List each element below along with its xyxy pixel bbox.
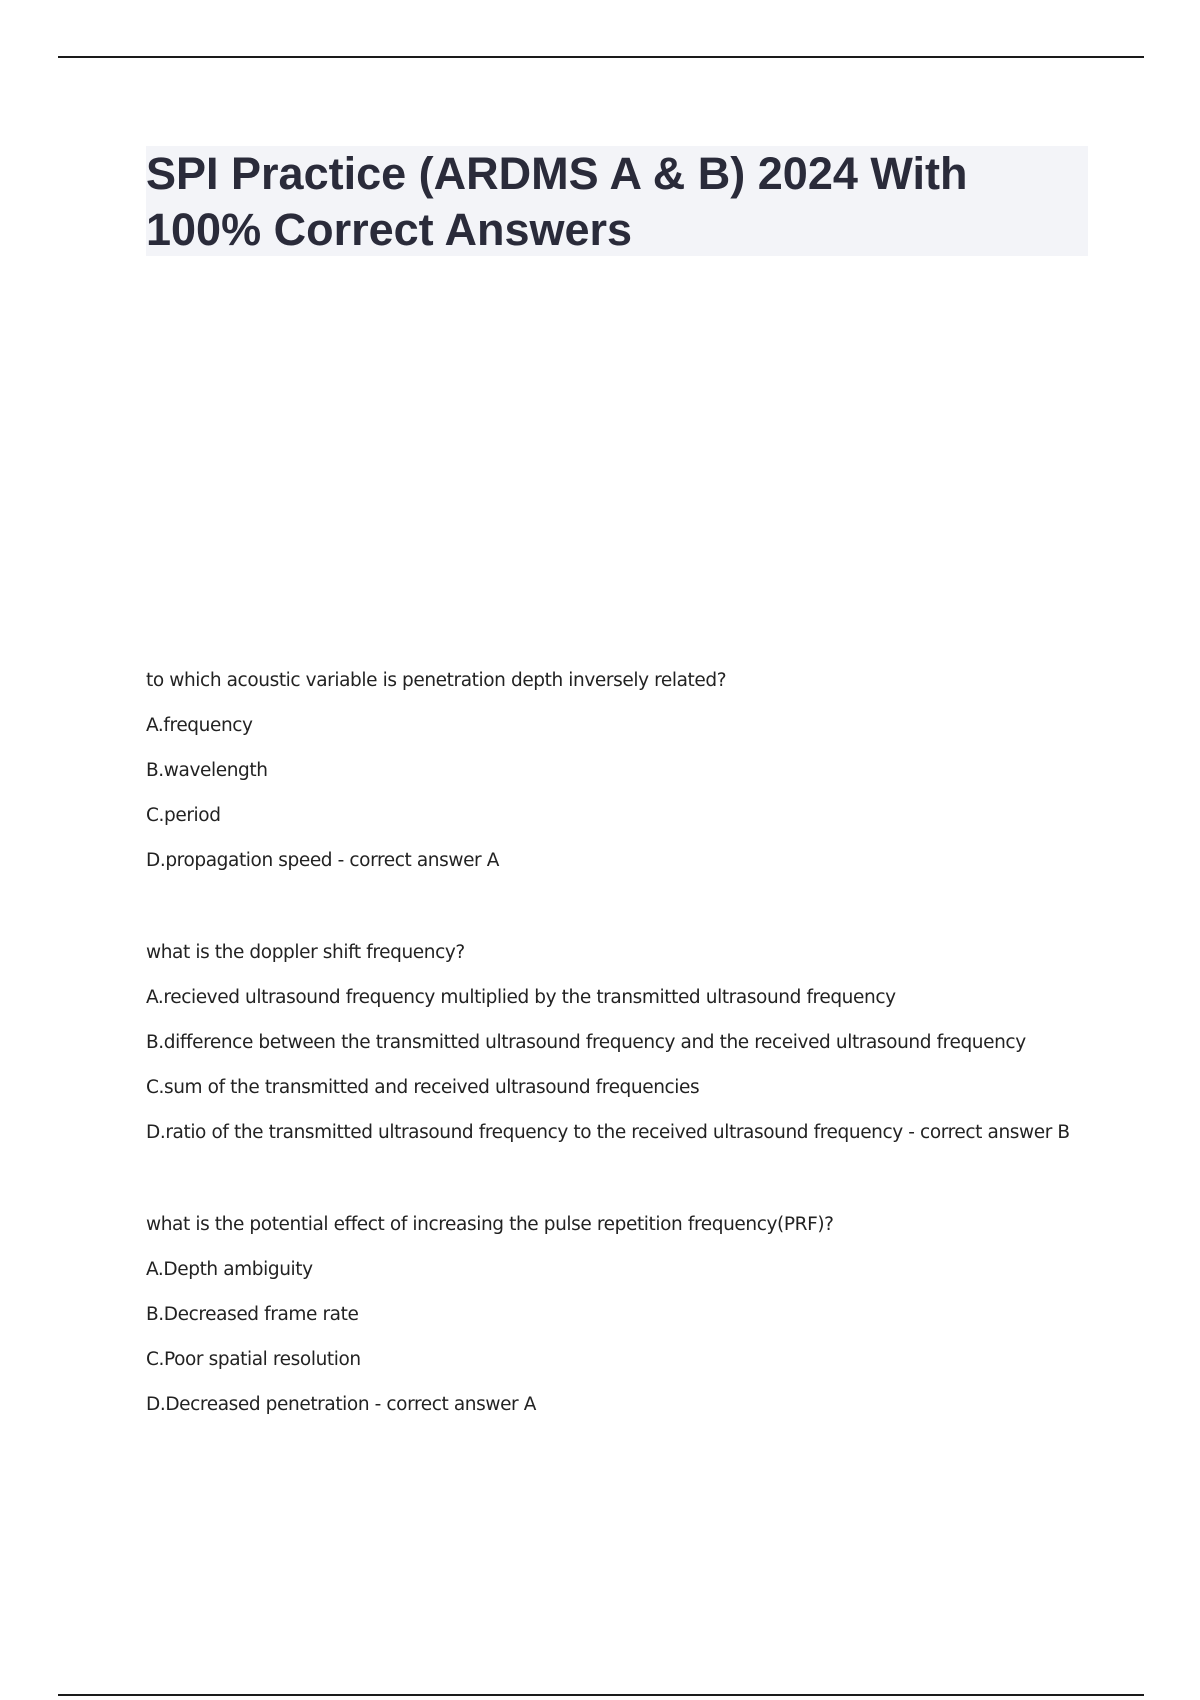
- answer-option-c: C.Poor spatial resolution: [146, 1349, 361, 1370]
- question-block-1: [146, 658, 1106, 883]
- question-block-2: [146, 930, 1106, 1155]
- title-block: [146, 146, 1088, 256]
- question-text: what is the doppler shift frequency?: [146, 942, 465, 963]
- answer-option-d: D.ratio of the transmitted ultrasound frequency to the received ultrasound frequency - correct answer B: [146, 1122, 1070, 1143]
- answer-option-b: B.Decreased frame rate: [146, 1304, 359, 1325]
- answer-option-a: A.Depth ambiguity: [146, 1259, 313, 1280]
- page-title: SPI Practice (ARDMS A & B) 2024 With 100% Correct Answers: [146, 148, 968, 255]
- question-block-3: [146, 1202, 1106, 1427]
- answer-option-d: D.Decreased penetration - correct answer A: [146, 1394, 537, 1415]
- bottom-rule: [58, 1694, 1144, 1696]
- answer-option-c: C.sum of the transmitted and received ultrasound frequencies: [146, 1077, 700, 1098]
- answer-option-b: B.difference between the transmitted ultrasound frequency and the received ultrasound frequency: [146, 1032, 1026, 1053]
- answer-option-a: A.recieved ultrasound frequency multiplied by the transmitted ultrasound frequency: [146, 987, 896, 1008]
- top-rule: [58, 56, 1144, 58]
- answer-option-c: C.period: [146, 805, 221, 826]
- answer-option-d: D.propagation speed - correct answer A: [146, 850, 500, 871]
- question-text: to which acoustic variable is penetration depth inversely related?: [146, 670, 727, 691]
- question-text: what is the potential effect of increasing the pulse repetition frequency(PRF)?: [146, 1214, 834, 1235]
- answer-option-b: B.wavelength: [146, 760, 268, 781]
- answer-option-a: A.frequency: [146, 715, 253, 736]
